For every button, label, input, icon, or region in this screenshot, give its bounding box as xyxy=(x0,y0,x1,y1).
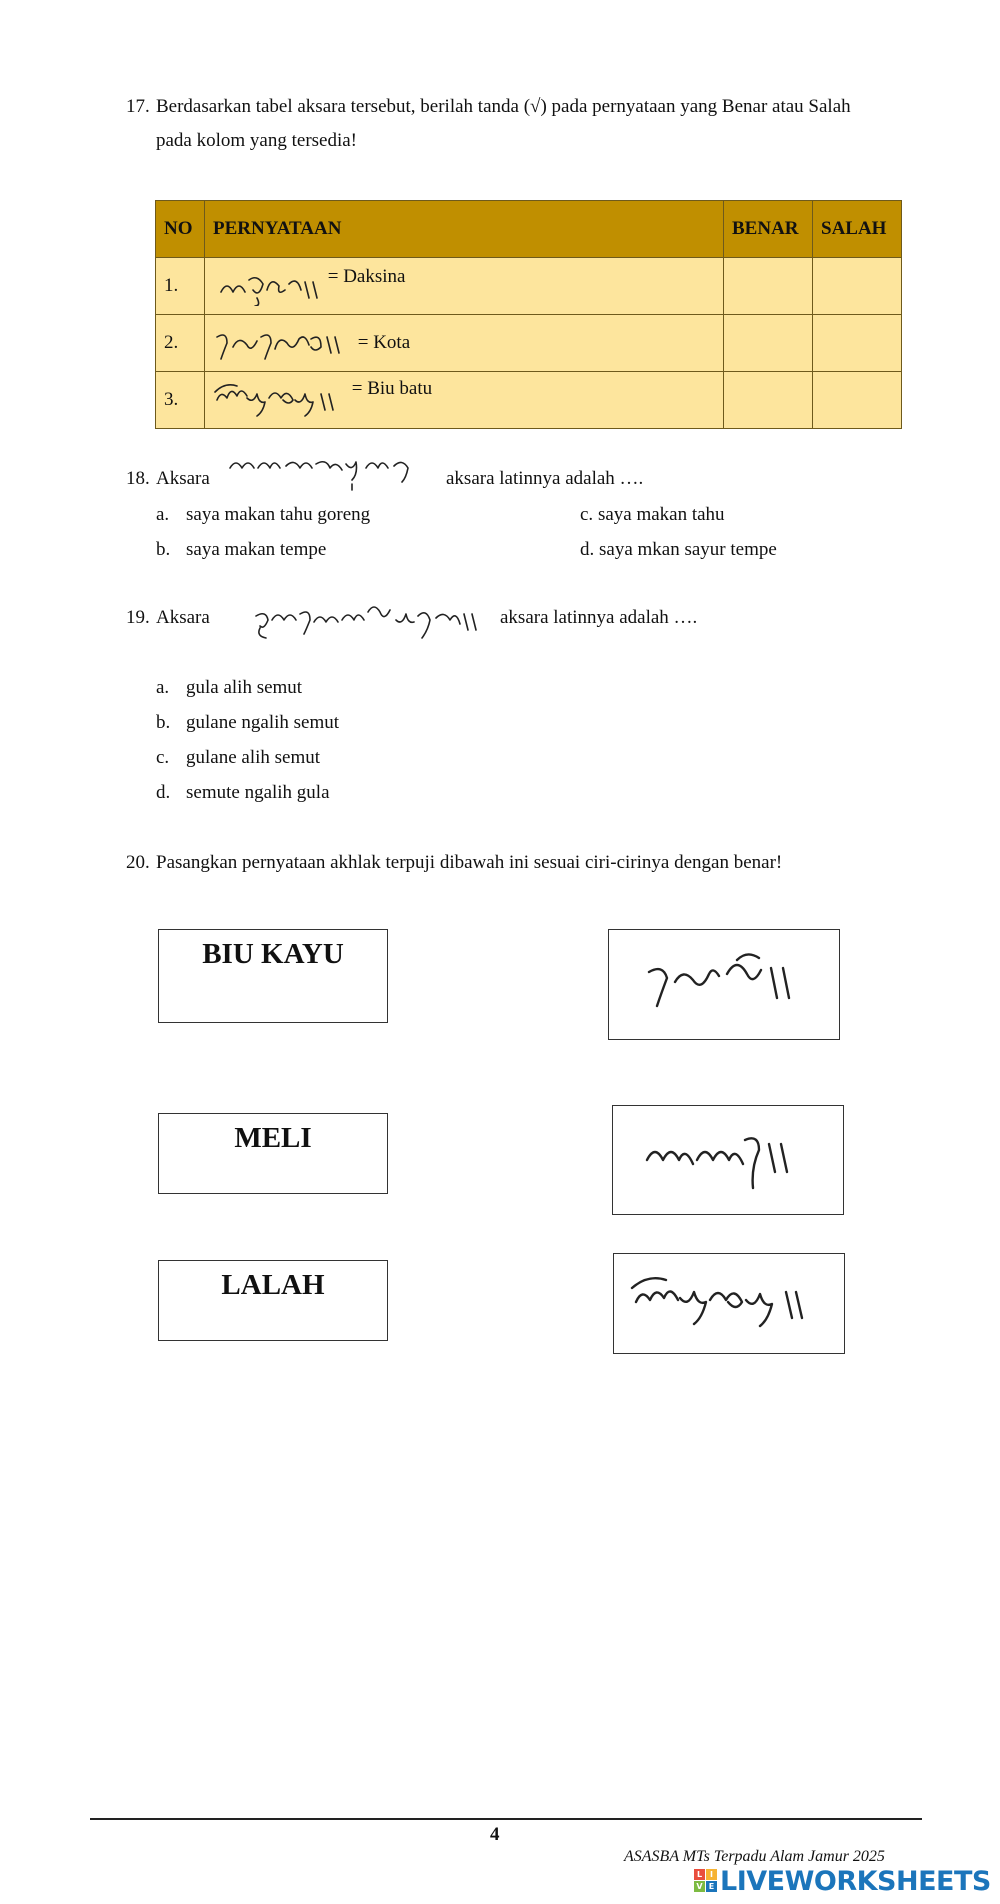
row-statement xyxy=(205,315,724,372)
false-cell[interactable] xyxy=(813,372,902,429)
option-text: saya makan tahu xyxy=(597,504,725,525)
match-box-right-2[interactable] xyxy=(612,1105,844,1215)
option-text: gula alih semut xyxy=(186,677,303,698)
question-20 xyxy=(126,846,782,880)
option-text: saya mkan sayur tempe xyxy=(599,539,777,560)
logo-grid-icon: L I V E xyxy=(694,1869,718,1893)
match-box-left-3[interactable] xyxy=(158,1260,388,1341)
option-text: saya makan tahu goreng xyxy=(186,504,371,525)
question-text: Berdasarkan tabel aksara tersebut, berilah tanda (√) pada pernyataan yang Benar atau Salah xyxy=(156,96,851,117)
option-letter: a. xyxy=(156,677,170,698)
table-row xyxy=(156,372,902,429)
option-c[interactable] xyxy=(156,741,320,775)
statement-meaning: = Kota xyxy=(357,332,411,353)
header-false: SALAH xyxy=(813,201,902,258)
true-cell[interactable] xyxy=(724,372,813,429)
option-letter: b. xyxy=(156,539,171,560)
option-c[interactable] xyxy=(580,498,725,532)
balinese-script-image xyxy=(614,1254,844,1353)
option-letter: d. xyxy=(156,782,171,803)
question-number: 20. xyxy=(126,852,150,873)
balinese-script-image xyxy=(252,598,484,648)
question-prefix: Aksara xyxy=(156,468,210,489)
balinese-script-image xyxy=(613,1106,843,1214)
statement-meaning: = Daksina xyxy=(327,266,406,287)
match-box-right-3[interactable] xyxy=(613,1253,845,1354)
true-cell[interactable] xyxy=(724,315,813,372)
footer-divider xyxy=(90,1818,922,1820)
match-word: BIU KAYU xyxy=(202,938,344,970)
option-letter: c. xyxy=(580,504,594,525)
header-statement: PERNYATAAN xyxy=(205,201,724,258)
match-box-left-1[interactable] xyxy=(158,929,388,1023)
option-b[interactable] xyxy=(156,706,339,740)
statement-meaning: = Biu batu xyxy=(351,378,433,399)
false-cell[interactable] xyxy=(813,258,902,315)
row-number: 3. xyxy=(156,372,205,429)
question-18-stem xyxy=(126,462,210,496)
true-cell[interactable] xyxy=(724,258,813,315)
match-word: LALAH xyxy=(221,1269,325,1301)
table-row xyxy=(156,315,902,372)
question-prefix: Aksara xyxy=(156,607,210,628)
option-letter: b. xyxy=(156,712,171,733)
question-suffix: aksara latinnya adalah …. xyxy=(500,607,698,628)
statement-table xyxy=(155,200,902,429)
row-statement xyxy=(205,258,724,315)
balinese-script-image xyxy=(213,378,347,422)
match-word: MELI xyxy=(234,1122,312,1154)
question-text-continued: pada kolom yang tersedia! xyxy=(156,130,358,151)
option-letter: d. xyxy=(580,539,595,560)
question-text: Pasangkan pernyataan akhlak terpuji dibawah ini sesuai ciri-cirinya dengan benar! xyxy=(156,852,783,873)
row-number: 1. xyxy=(156,258,205,315)
match-box-left-2[interactable] xyxy=(158,1113,388,1194)
header-no: NO xyxy=(156,201,205,258)
table-row xyxy=(156,258,902,315)
logo-text: LIVEWORKSHEETS xyxy=(720,1866,991,1897)
option-text: gulane alih semut xyxy=(186,747,321,768)
false-cell[interactable] xyxy=(813,315,902,372)
option-a[interactable] xyxy=(156,498,370,532)
question-number: 19. xyxy=(126,607,150,628)
school-footer: ASASBA MTs Terpadu Alam Jamur 2025 xyxy=(624,1848,885,1865)
option-a[interactable] xyxy=(156,671,302,705)
question-suffix: aksara latinnya adalah …. xyxy=(446,468,644,489)
header-true: BENAR xyxy=(724,201,813,258)
balinese-script-image xyxy=(609,930,839,1039)
option-d[interactable] xyxy=(580,533,777,567)
table-header-row xyxy=(156,201,902,258)
question-17 xyxy=(126,90,926,158)
match-box-right-1[interactable] xyxy=(608,929,840,1040)
balinese-script-image xyxy=(213,266,323,306)
option-text: semute ngalih gula xyxy=(186,782,330,803)
option-d[interactable] xyxy=(156,776,330,810)
option-b[interactable] xyxy=(156,533,326,567)
option-letter: a. xyxy=(156,504,170,525)
balinese-script-image xyxy=(213,323,353,363)
page-number: 4 xyxy=(490,1824,500,1845)
balinese-script-image xyxy=(226,448,416,494)
question-number: 18. xyxy=(126,468,150,489)
row-statement xyxy=(205,372,724,429)
question-number: 17. xyxy=(126,96,150,117)
option-text: gulane ngalih semut xyxy=(186,712,340,733)
question-19-stem xyxy=(126,601,210,635)
option-text: saya makan tempe xyxy=(186,539,327,560)
option-letter: c. xyxy=(156,747,170,768)
row-number: 2. xyxy=(156,315,205,372)
